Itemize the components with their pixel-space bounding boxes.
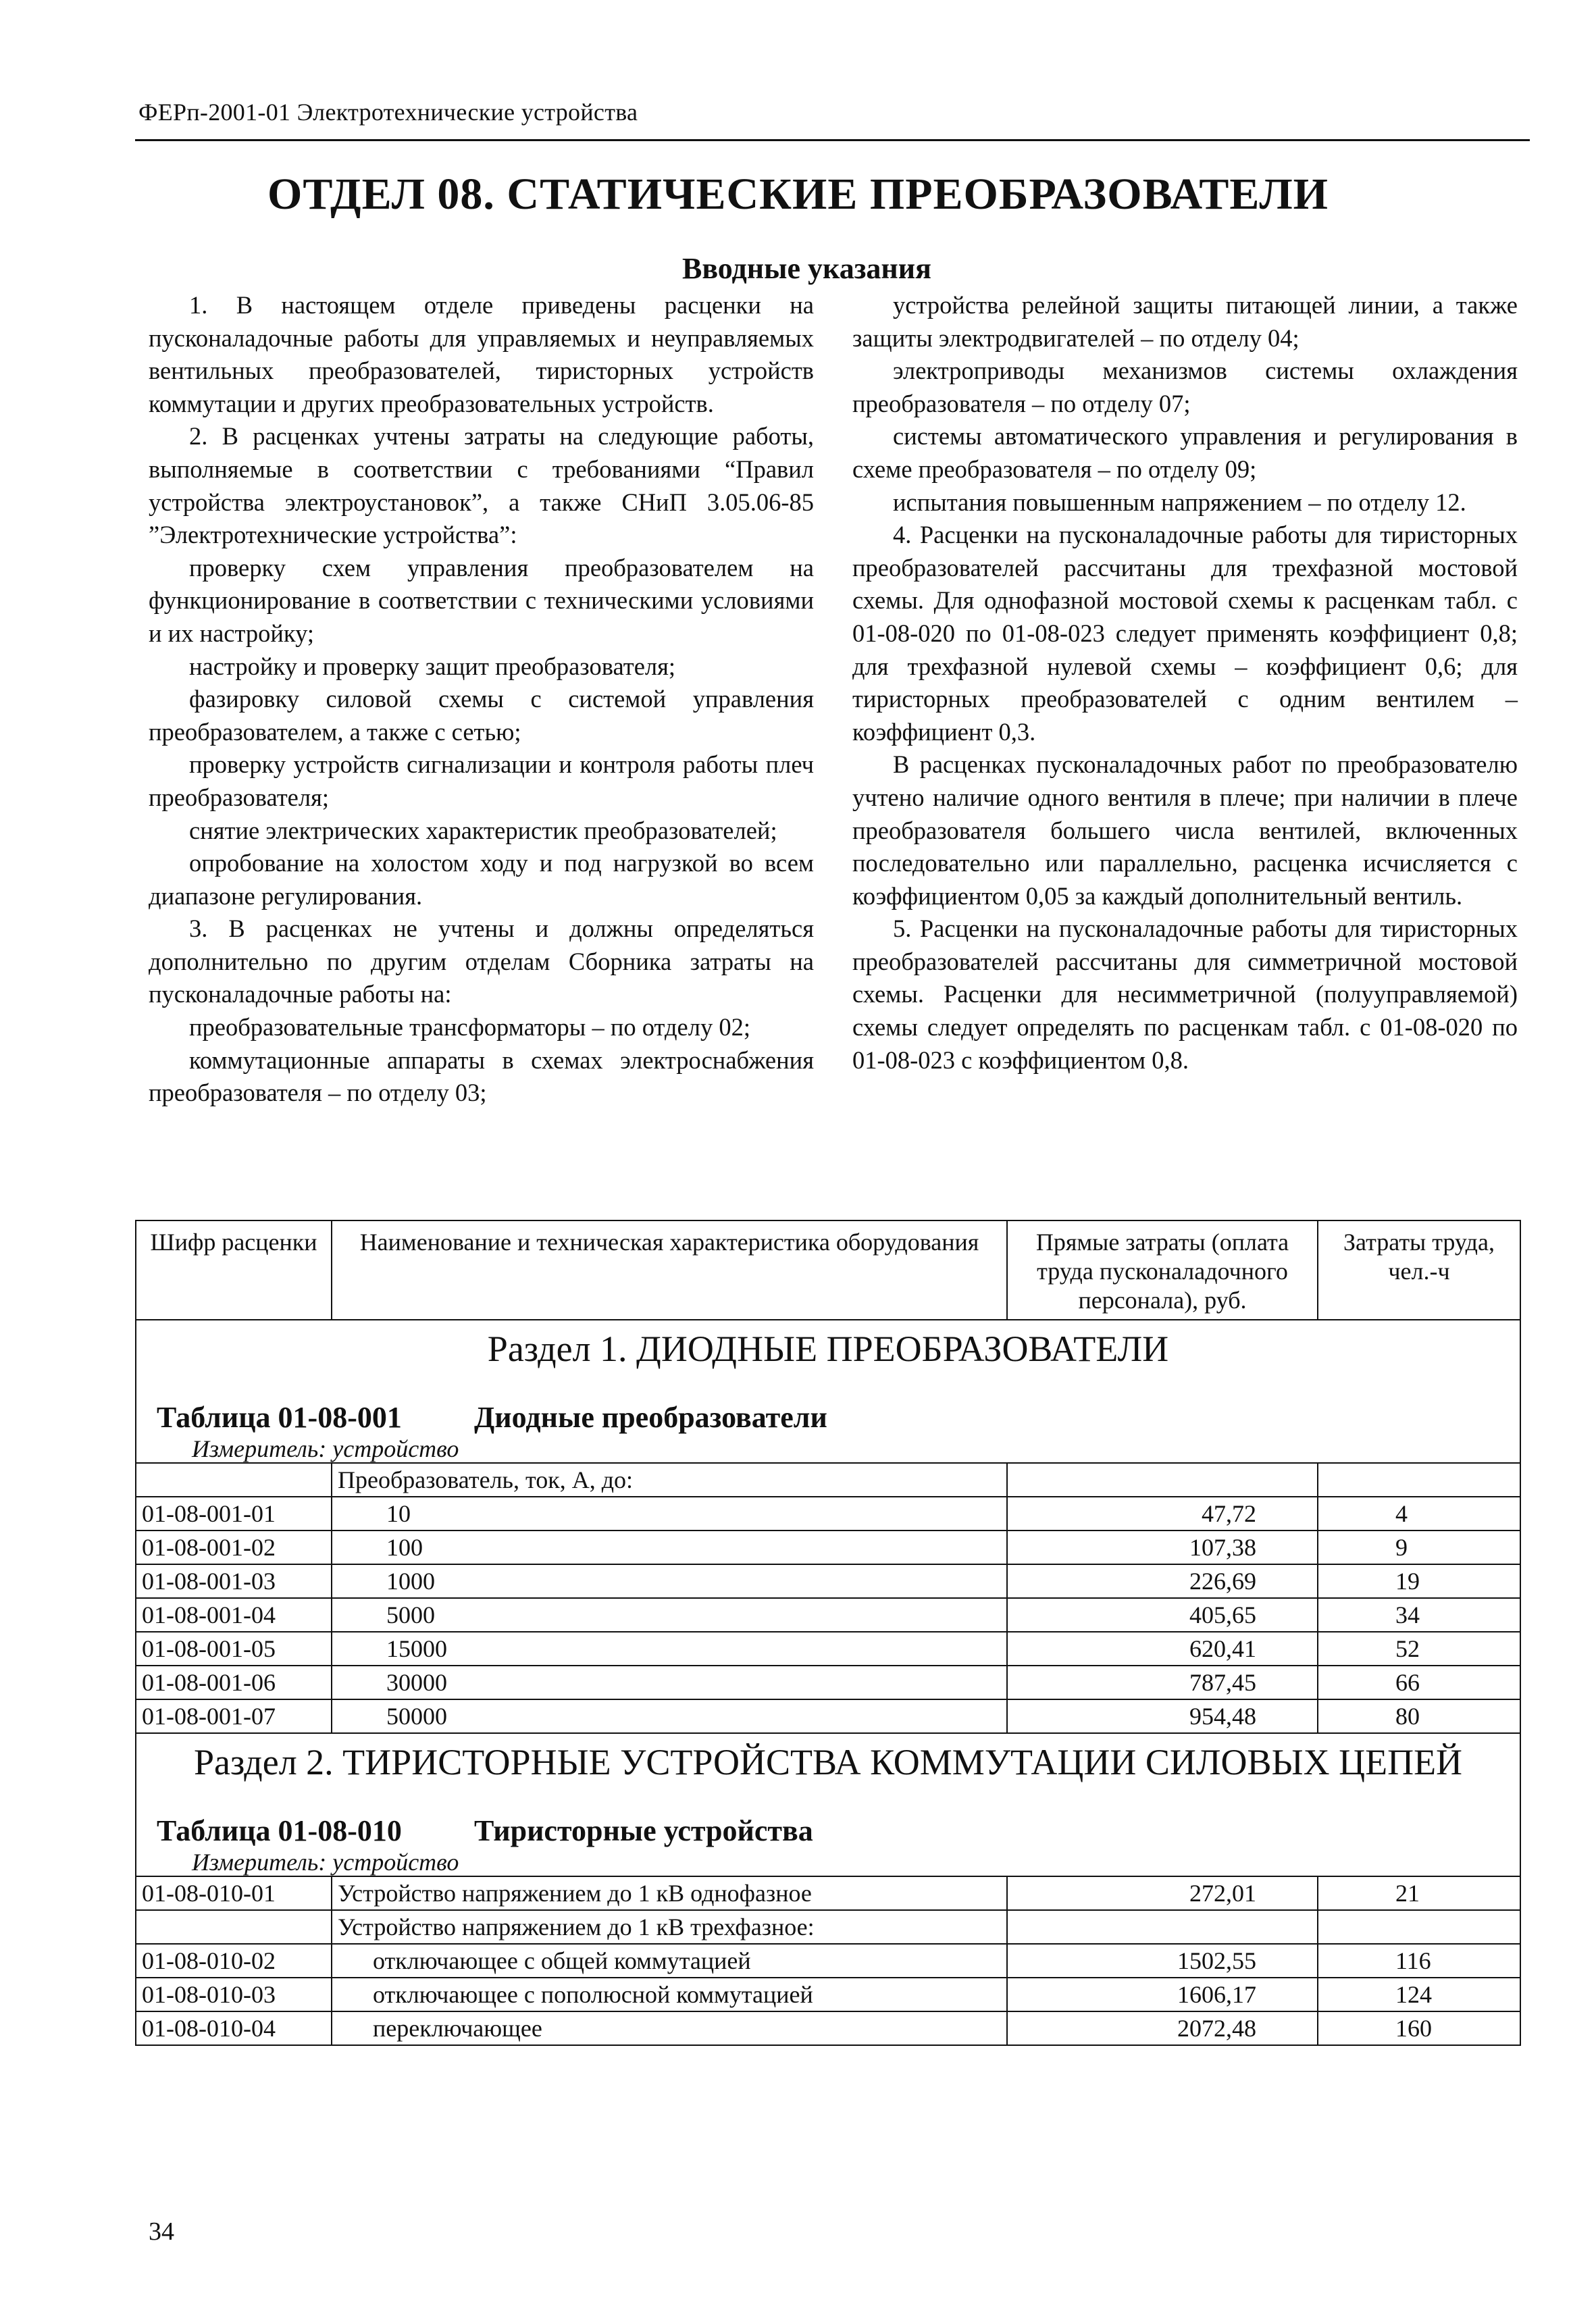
name-cell: 100 xyxy=(332,1531,1007,1564)
name-cell: 10 xyxy=(332,1497,1007,1531)
table-row xyxy=(136,1598,1520,1632)
labor-cell xyxy=(1318,1666,1520,1699)
table-row xyxy=(136,1944,1520,1978)
cost-cell: 47,72 xyxy=(1007,1497,1318,1531)
intro-paragraph: системы автоматического управления и регулирования в схеме преобразователя – по отделу 09; xyxy=(852,422,1518,483)
table-header-row xyxy=(136,1220,1520,1320)
name-cell: Устройство напряжением до 1 кВ однофазное xyxy=(332,1876,1007,1910)
intro-paragraph: электроприводы механизмов системы охлаждения преобразователя – по отделу 07; xyxy=(852,357,1518,417)
group-label-row xyxy=(136,1910,1520,1944)
table-2-caption xyxy=(136,1814,1520,1849)
labor-value: 4 xyxy=(1395,1500,1408,1527)
table-row xyxy=(136,1699,1520,1733)
intro-title: Вводные указания xyxy=(682,252,931,285)
name-cell: 5000 xyxy=(332,1598,1007,1632)
intro-paragraph: проверку устройств сигнализации и контроля работы плеч преобразователя; xyxy=(149,750,814,811)
table-1-number: Таблица 01-08-001 xyxy=(157,1401,402,1434)
table-row xyxy=(136,2011,1520,2045)
group-label: Устройство напряжением до 1 кВ трехфазное: xyxy=(332,1910,1007,1944)
intro-paragraph: 3. В расценках не учтены и должны определяться дополнительно по другим отделам Сборника затраты на пусконаладочные работы на: xyxy=(149,915,814,1008)
table-row xyxy=(136,1497,1520,1531)
intro-paragraph: 2. В расценках учтены затраты на следующие работы, выполняемые в соответствии с требованиями “Правил устройства электроустановок”, а также СНиП 3.05.06-85 ”Электротехнические устройства”: xyxy=(149,422,814,549)
table-2-unit: Измеритель: устройство xyxy=(192,1849,459,1876)
cost-cell: 787,45 xyxy=(1007,1666,1318,1699)
labor-cell xyxy=(1318,1944,1520,1978)
name-cell: 1000 xyxy=(332,1564,1007,1598)
table-1-unit: Измеритель: устройство xyxy=(192,1435,459,1462)
labor-value: 124 xyxy=(1395,1981,1432,2008)
header-labor: Затраты труда, чел.-ч xyxy=(1318,1220,1520,1320)
intro-right-column xyxy=(852,289,1518,1077)
labor-cell xyxy=(1318,1531,1520,1564)
labor-value: 21 xyxy=(1395,1880,1420,1907)
group-label-row xyxy=(136,1463,1520,1497)
intro-left-column xyxy=(149,289,814,1110)
labor-cell xyxy=(1318,1564,1520,1598)
table-row xyxy=(136,1632,1520,1666)
section-2-title: Раздел 2. ТИРИСТОРНЫЕ УСТРОЙСТВА КОММУТАЦИИ СИЛОВЫХ ЦЕПЕЙ xyxy=(193,1742,1463,1782)
code-cell: 01-08-010-01 xyxy=(136,1876,332,1910)
labor-value: 19 xyxy=(1395,1568,1420,1595)
code-cell: 01-08-001-03 xyxy=(136,1564,332,1598)
intro-paragraph: снятие электрических характеристик преобразователей; xyxy=(189,816,777,844)
cost-cell: 107,38 xyxy=(1007,1531,1318,1564)
code-cell: 01-08-001-05 xyxy=(136,1632,332,1666)
labor-value: 66 xyxy=(1395,1669,1420,1696)
labor-value: 52 xyxy=(1395,1635,1420,1662)
section-1-header xyxy=(136,1320,1520,1463)
table-row xyxy=(136,1978,1520,2011)
cost-cell: 954,48 xyxy=(1007,1699,1318,1733)
labor-cell xyxy=(1318,1876,1520,1910)
labor-cell xyxy=(1318,1632,1520,1666)
labor-value: 160 xyxy=(1395,2015,1432,2042)
cost-cell: 2072,48 xyxy=(1007,2011,1318,2045)
labor-value: 80 xyxy=(1395,1703,1420,1730)
intro-paragraph: испытания повышенным напряжением – по отделу 12. xyxy=(893,488,1466,516)
section-title: ОТДЕЛ 08. СТАТИЧЕСКИЕ ПРЕОБРАЗОВАТЕЛИ xyxy=(267,170,1329,219)
price-table xyxy=(135,1220,1521,2046)
intro-paragraph: устройства релейной защиты питающей линии, а также защиты электродвигателей – по отделу 04; xyxy=(852,291,1518,352)
table-2-number: Таблица 01-08-010 xyxy=(157,1814,402,1847)
labor-cell xyxy=(1318,2011,1520,2045)
cost-cell: 405,65 xyxy=(1007,1598,1318,1632)
code-cell: 01-08-001-06 xyxy=(136,1666,332,1699)
intro-paragraph: В расценках пусконаладочных работ по преобразователю учтено наличие одного вентиля в плече; при наличии в плече преобразователя большего числа вентилей, включенных последовательно или параллельно, расценка исчисляется с коэффициентом 0,05 за каждый дополнительный вентиль. xyxy=(852,750,1518,910)
name-cell: отключающее с пополюсной коммутацией xyxy=(332,1978,1007,2011)
labor-cell xyxy=(1318,1497,1520,1531)
intro-paragraph: фазировку силовой схемы с системой управления преобразователем, а также с сетью; xyxy=(149,685,814,746)
cost-cell: 1606,17 xyxy=(1007,1978,1318,2011)
running-header: ФЕРп-2001-01 Электротехнические устройства xyxy=(138,99,638,126)
table-2-name: Тиристорные устройства xyxy=(474,1814,813,1847)
intro-paragraph: преобразовательные трансформаторы – по отделу 02; xyxy=(189,1013,750,1042)
header-code: Шифр расценки xyxy=(136,1220,332,1320)
cost-cell: 226,69 xyxy=(1007,1564,1318,1598)
table-1-caption xyxy=(136,1400,1520,1435)
labor-value: 9 xyxy=(1395,1534,1408,1561)
table-row xyxy=(136,1666,1520,1699)
name-cell: 15000 xyxy=(332,1632,1007,1666)
cost-cell: 1502,55 xyxy=(1007,1944,1318,1978)
labor-cell xyxy=(1318,1699,1520,1733)
code-cell: 01-08-010-03 xyxy=(136,1978,332,2011)
code-cell: 01-08-010-02 xyxy=(136,1944,332,1978)
code-cell: 01-08-001-01 xyxy=(136,1497,332,1531)
table-row xyxy=(136,1876,1520,1910)
intro-paragraph: опробование на холостом ходу и под нагрузкой во всем диапазоне регулирования. xyxy=(149,849,814,910)
code-cell: 01-08-001-07 xyxy=(136,1699,332,1733)
labor-value: 34 xyxy=(1395,1601,1420,1628)
header-cost: Прямые затраты (оплата труда пусконаладочного персонала), руб. xyxy=(1007,1220,1318,1320)
intro-paragraph: коммутационные аппараты в схемах электроснабжения преобразователя – по отделу 03; xyxy=(149,1046,814,1107)
table-row xyxy=(136,1531,1520,1564)
labor-cell xyxy=(1318,1598,1520,1632)
table-row xyxy=(136,1564,1520,1598)
name-cell: 30000 xyxy=(332,1666,1007,1699)
intro-paragraph: настройку и проверку защит преобразователя; xyxy=(189,652,676,680)
labor-value: 116 xyxy=(1395,1947,1431,1974)
code-cell: 01-08-001-04 xyxy=(136,1598,332,1632)
cost-cell: 620,41 xyxy=(1007,1632,1318,1666)
group-label: Преобразователь, ток, А, до: xyxy=(332,1463,1007,1497)
section-2-header xyxy=(136,1733,1520,1876)
name-cell: отключающее с общей коммутацией xyxy=(332,1944,1007,1978)
intro-paragraph: 5. Расценки на пусконаладочные работы для тиристорных преобразователей рассчитаны для симметричной мостовой схемы. Расценки для несимметричной (полууправляемой) схемы следует определять по расценкам табл. с 01-08-020 по 01-08-023 с коэффициентом 0,8. xyxy=(852,915,1518,1074)
name-cell: 50000 xyxy=(332,1699,1007,1733)
code-cell: 01-08-010-04 xyxy=(136,2011,332,2045)
table-1-name: Диодные преобразователи xyxy=(474,1401,827,1434)
intro-paragraph: 1. В настоящем отделе приведены расценки на пусконаладочные работы для управляемых и неуправляемых вентильных преобразователей, тиристорных устройств коммутации и других преобразовательных устройств. xyxy=(149,291,814,417)
header-rule xyxy=(135,139,1530,141)
cost-cell: 272,01 xyxy=(1007,1876,1318,1910)
code-cell: 01-08-001-02 xyxy=(136,1531,332,1564)
name-cell: переключающее xyxy=(332,2011,1007,2045)
intro-paragraph: проверку схем управления преобразователем на функционирование в соответствии с техническими условиями и их настройку; xyxy=(149,553,814,647)
header-name: Наименование и техническая характеристика оборудования xyxy=(332,1220,1007,1320)
intro-paragraph: 4. Расценки на пусконаладочные работы для тиристорных преобразователей рассчитаны для трехфазной мостовой схемы. Для однофазной мостовой схемы к расценкам табл. с 01-08-020 по 01-08-023 следует применять коэффициент 0,8; для трехфазной нулевой схемы – коэффициент 0,6; для тиристорных преобразователей с одним вентилем – коэффициент 0,3. xyxy=(852,521,1518,746)
section-1-title: Раздел 1. ДИОДНЫЕ ПРЕОБРАЗОВАТЕЛИ xyxy=(487,1329,1169,1369)
labor-cell xyxy=(1318,1978,1520,2011)
page-number: 34 xyxy=(149,2217,174,2246)
